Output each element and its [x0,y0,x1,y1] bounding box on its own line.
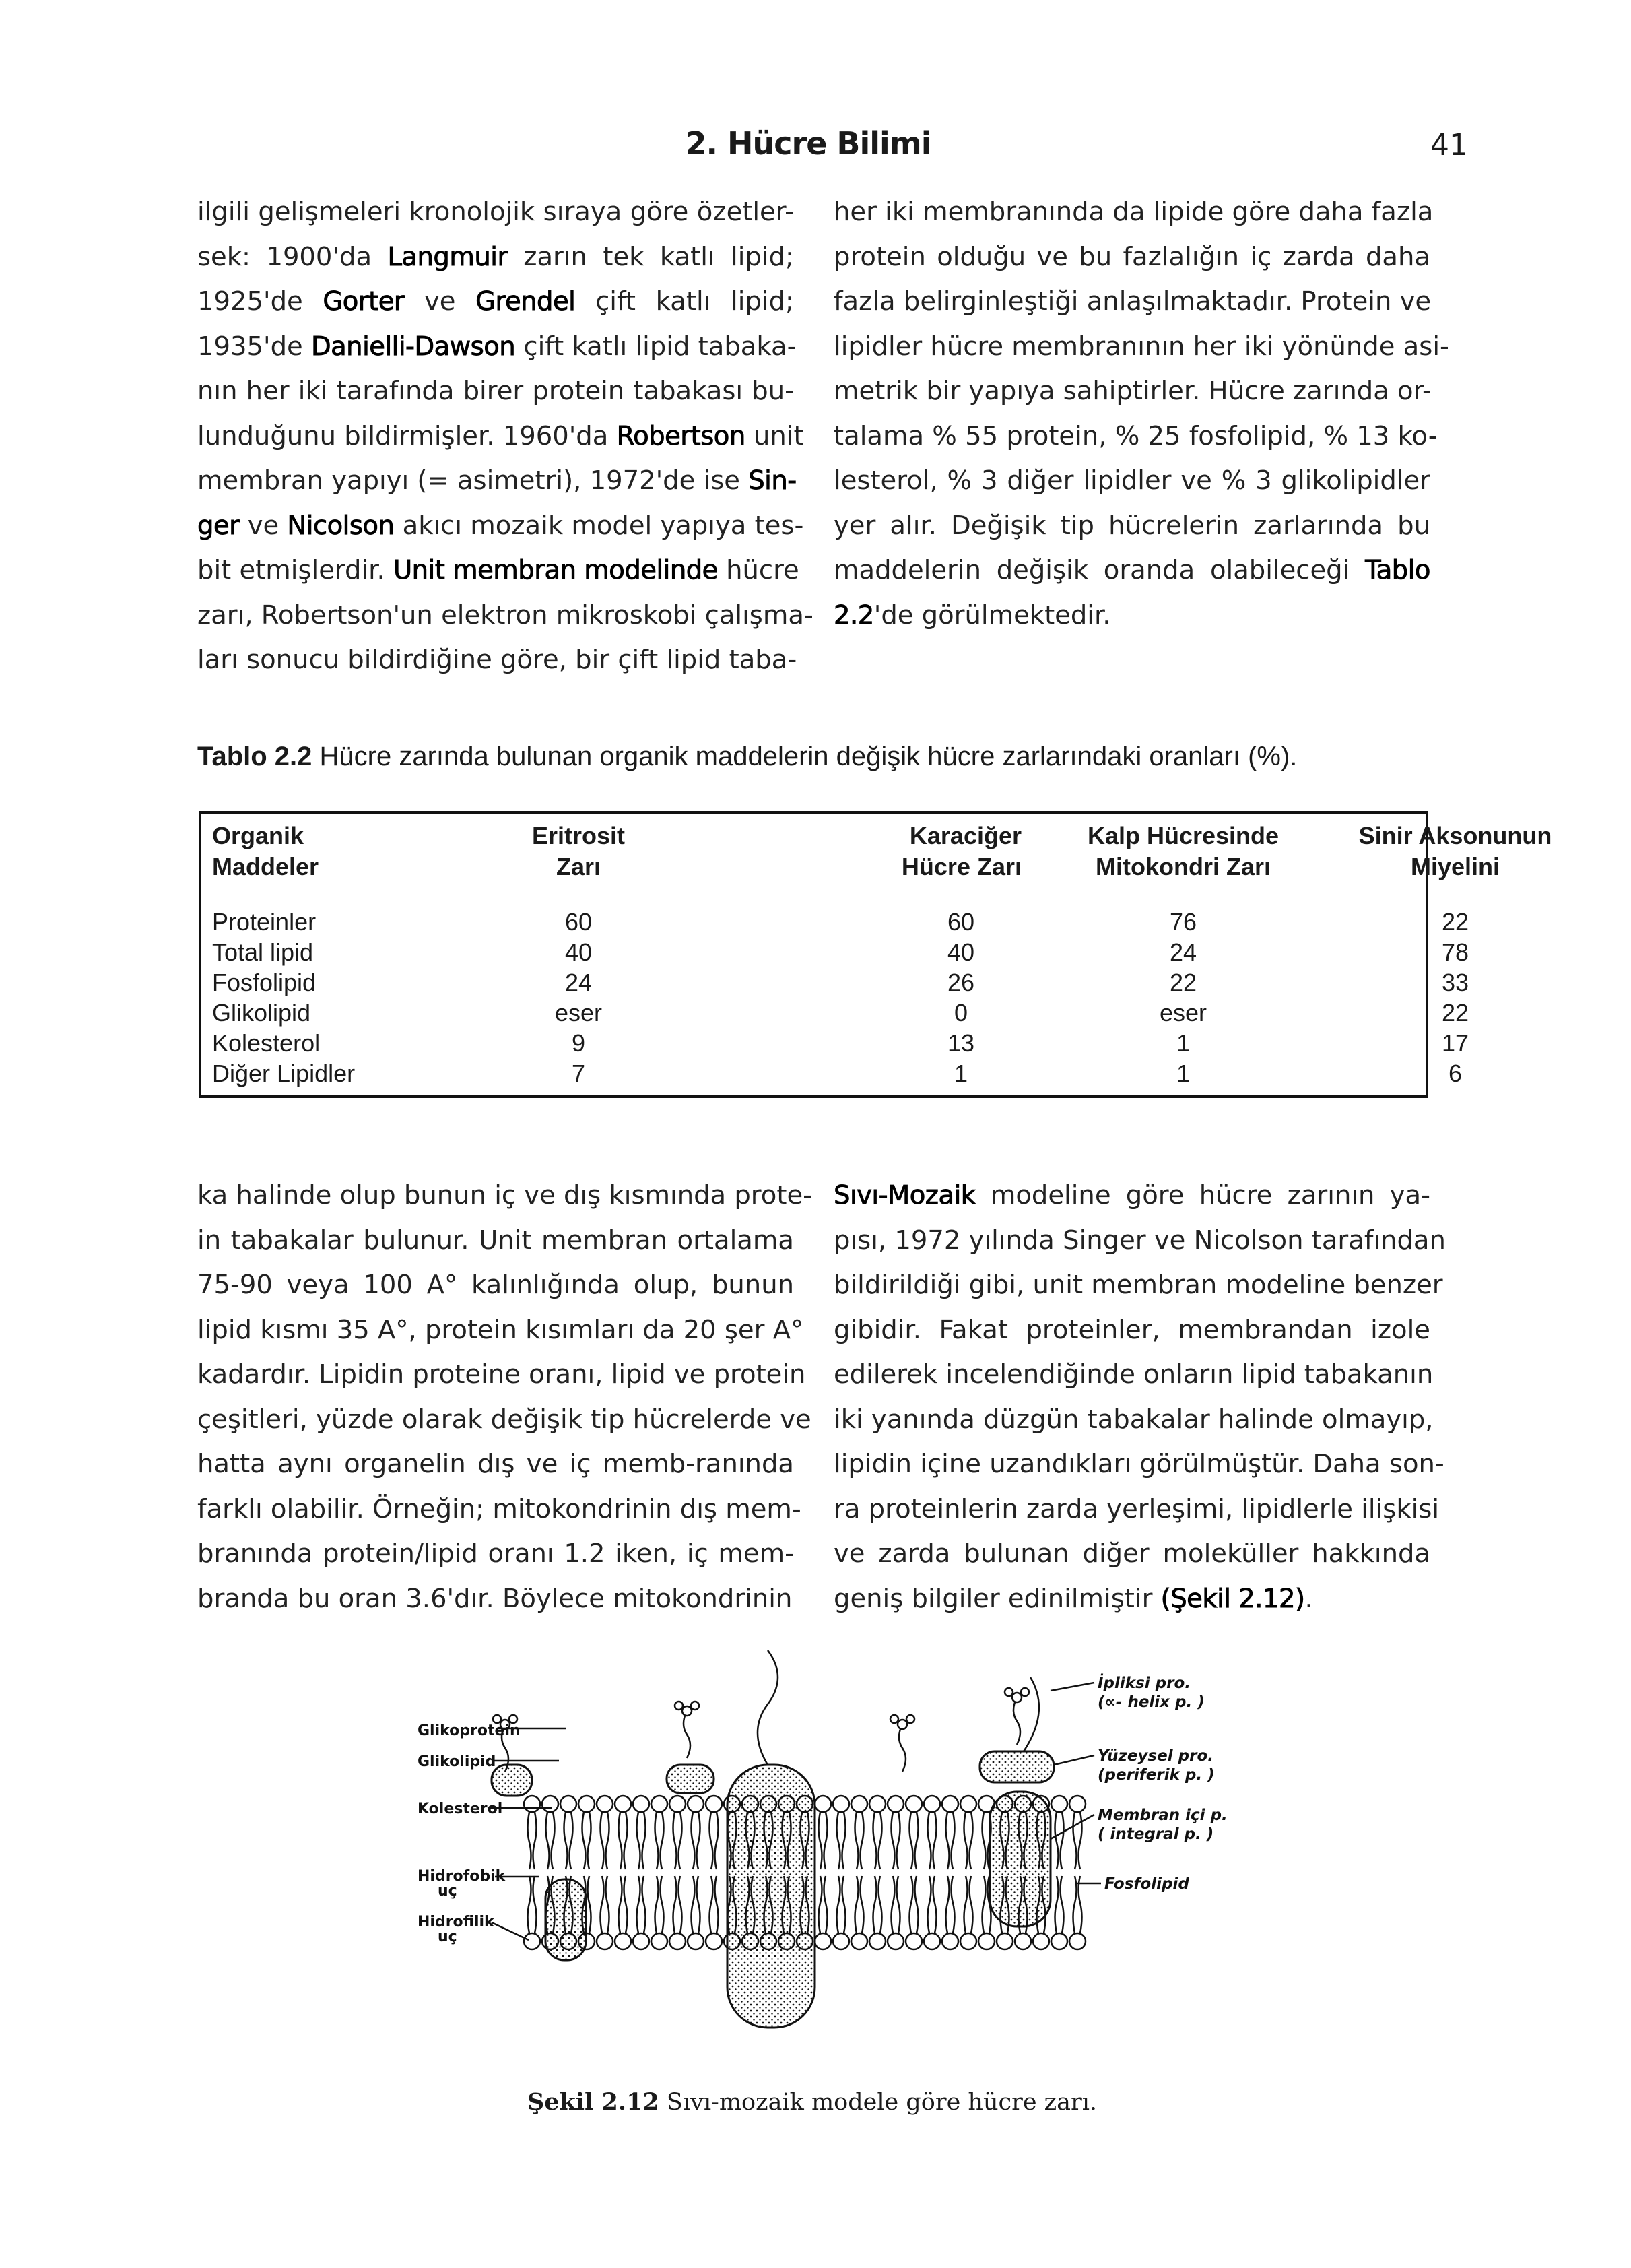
table-cell: Proteinler [212,908,317,936]
lipid-tail [946,1812,955,1869]
lipid-head [924,1933,940,1949]
text-run: 1925'de [197,286,323,317]
lipid-tail [855,1876,864,1933]
lipid-head [924,1796,940,1812]
lipid-head [833,1796,849,1812]
figure-label-helix: (∝- helix p. ) [1098,1693,1205,1711]
text-line [834,459,1430,504]
table-header-cell: Sinir Aksonunun Miyelini [1358,822,1552,880]
text-line [834,414,1438,459]
text-run: geniş bilgiler edinilmiştir [834,1583,1161,1614]
label-arrow [492,1922,529,1940]
bold-term: Tablo [1365,555,1430,585]
table-cell: 60 [947,908,975,936]
text-line [834,280,1430,325]
lipid-tail [837,1812,846,1869]
lipid-head [942,1796,958,1812]
lipid-tail [710,1812,719,1869]
text-line [197,1398,811,1443]
lipid-head [578,1796,595,1812]
figure-label-integral: ( integral p. ) [1098,1825,1214,1843]
lipid-head [851,1933,867,1949]
text-line [197,1532,794,1577]
text-run: ra proteinlerin zarda yerleşimi, lipidlerle ilişkisi [834,1493,1440,1524]
text-run: in tabakalar bulunur. Unit membran ortalama [197,1225,794,1256]
text-run: membran yapıyı (= asimetri), 1972'de ise [197,465,749,496]
figure-label-ipliksi-pro: İpliksi pro. [1098,1675,1191,1692]
lipid-tail [964,1876,973,1933]
figure-label-hidrofilik-uc: uç [438,1929,457,1945]
bold-term: Sıvı-Mozaik [834,1180,976,1210]
lipid-tail [964,1812,973,1869]
lipid-tail [855,1812,864,1869]
lipid-tail [819,1812,828,1869]
lipid-head [888,1933,904,1949]
integral-protein [545,1879,586,1960]
lipid-head [906,1796,922,1812]
text-line [197,638,797,683]
bold-term: Grendel [475,286,576,317]
glycoprotein-chain-sugar [682,1706,692,1716]
text-run: edilerek incelendiğinde onların lipid tabakanın [834,1359,1434,1390]
text-line [834,504,1430,549]
glycoprotein-chain-sugar [675,1702,683,1710]
table-cell: 40 [947,938,975,966]
table-header-row [201,820,1552,885]
table-cell: Kolesterol [212,1029,321,1057]
table-row [201,967,1469,998]
table-cell: 22 [1441,999,1469,1027]
lipid-head [524,1933,540,1949]
lipid-head [597,1796,613,1812]
figure-label-membran-ici: Membran içi p. [1098,1807,1228,1824]
lipid-head [597,1933,613,1949]
text-line [834,1173,1430,1219]
peripheral-protein [492,1765,532,1796]
lipid-tail [655,1876,664,1933]
lipid-head [542,1796,558,1812]
table-cell: 6 [1448,1060,1463,1087]
lipid-head [978,1933,995,1949]
lipid-tail [546,1812,555,1869]
table-row [201,1058,1463,1089]
lipid-head [560,1796,576,1812]
bold-term: Sin- [748,465,797,496]
text-run: sek: 1900'da [197,241,388,272]
lipid-head [833,1933,849,1949]
integral-protein [727,1765,815,2028]
table-cell: 26 [947,969,975,996]
lipid-tail [837,1876,846,1933]
text-line [197,280,794,325]
text-line [197,504,804,549]
table-caption-text: Hücre zarında bulunan organik maddelerin değişik hücre zarlarındaki oranları (%). [312,742,1298,771]
lipid-head [615,1933,631,1949]
text-line [834,235,1430,280]
table-cell: 1 [954,1060,968,1087]
lipid-head [669,1933,686,1949]
table-cell: Fosfolipid [212,969,317,996]
lipid-head [651,1933,667,1949]
text-line [834,1263,1443,1308]
label-arrow [1054,1755,1094,1765]
text-line [197,1487,801,1532]
lipid-head [815,1933,831,1949]
lipid-tail [819,1876,828,1933]
lipid-tail [619,1876,628,1933]
lipid-head [688,1796,704,1812]
peripheral-protein [980,1751,1054,1782]
lipid-head [869,1933,886,1949]
text-line [834,325,1449,370]
text-run: talama % 55 protein, % 25 fosfolipid, % 13 ko- [834,420,1438,451]
bold-term: Gorter [323,286,405,317]
lipid-head [1051,1796,1067,1812]
lipid-tail [1055,1812,1064,1869]
text-line [197,414,804,459]
lipid-head [851,1796,867,1812]
glycolipid-chain-sugar [898,1720,907,1729]
bold-term: Robertson [616,420,745,451]
text-line [197,369,794,414]
lipid-head [633,1796,649,1812]
text-run: branında protein/lipid oranı 1.2 iken, iç mem- [197,1538,794,1569]
table-cell: 22 [1169,969,1197,996]
lipid-head [633,1933,649,1949]
text-line [834,1487,1440,1532]
bold-term: 2.2 [834,600,874,630]
table-header-cell: Kalp Hücresinde Mitokondri Zarı [1087,822,1279,880]
lipid-head [960,1796,976,1812]
lipid-head [1069,1796,1086,1812]
table-cell: 33 [1441,969,1469,996]
text-run: ka halinde olup bunun iç ve dış kısmında prote- [197,1180,813,1210]
lipid-head [706,1933,722,1949]
lipid-head [997,1933,1013,1949]
lipid-tail [564,1812,573,1869]
bold-term: (Şekil 2.12) [1160,1583,1305,1614]
figure-caption [197,2088,1427,2116]
glycoprotein-chain [684,1711,690,1758]
text-run: branda bu oran 3.6'dır. Böylece mitokondrinin [197,1583,793,1614]
text-run: 75-90 veya 100 A° kalınlığında olup, bunun [197,1270,794,1300]
text-line [197,235,794,280]
text-line [834,1308,1430,1353]
text-run: ve [404,286,476,317]
text-line [834,1219,1446,1264]
table-cell: 1 [1176,1029,1191,1057]
figure-label-hidrofobik-uc: uç [438,1883,457,1900]
text-run: gibidir. Fakat proteinler, membrandan izole [834,1314,1430,1345]
figure-label-glikolipid: Glikolipid [418,1753,496,1770]
table-row [201,998,1469,1028]
text-run: fazla belirginleştiği anlaşılmaktadır. Protein ve [834,286,1432,317]
lipid-head [906,1933,922,1949]
text-run: farklı olabilir. Örneğin; mitokondrinin dış mem- [197,1493,801,1524]
text-run: bildirildiği gibi, unit membran modeline benzer [834,1270,1443,1300]
lipid-head [869,1796,886,1812]
text-line [197,190,794,235]
text-run: maddelerin değişik oranda olabileceği [834,555,1366,585]
lipid-tail [637,1876,646,1933]
integral-protein [990,1792,1051,1926]
table-cell: 60 [564,908,593,936]
text-run: ve zarda bulunan diğer moleküller hakkında [834,1538,1430,1569]
text-run: ilgili gelişmeleri kronolojik sıraya göre özetler- [197,197,794,227]
text-run: çeşitleri, yüzde olarak değişik tip hücrelerde ve [197,1404,811,1435]
lipid-head [651,1796,667,1812]
lipid-tail [873,1812,882,1869]
lipid-tail [1073,1876,1082,1933]
lipid-tail [692,1876,700,1933]
table-header-cell: Eritrosit Zarı [531,822,626,880]
text-run: çift katlı lipid tabaka- [515,331,797,362]
lipid-tail [928,1876,937,1933]
glycoprotein-chain-sugar [1012,1693,1022,1702]
table-row [201,937,1469,967]
table-cell: 0 [954,999,968,1027]
text-line [197,593,813,639]
figure-label-hidrofilik: Hidrofilik [418,1914,494,1931]
text-run: metrik bir yapıya sahiptirler. Hücre zarında or- [834,376,1432,406]
text-run: protein olduğu ve bu fazlalığın iç zarda daha [834,241,1430,272]
peripheral-protein [667,1765,714,1793]
lipid-head [815,1796,831,1812]
lipid-head [688,1933,704,1949]
table-row [201,907,1469,937]
bold-term: Nicolson [287,510,395,541]
table-cell: 40 [564,938,593,966]
lipid-head [1069,1933,1086,1949]
lipid-tail [1055,1876,1064,1933]
chapter-title: 2. Hücre Bilimi [685,125,931,162]
lipid-tail [692,1812,700,1869]
text-line [834,1532,1430,1577]
figure-label-periferik: (periferik p. ) [1098,1766,1215,1784]
lipid-head [706,1796,722,1812]
lipid-tail [910,1876,919,1933]
lipid-tail [892,1812,900,1869]
table-cell: 17 [1441,1029,1469,1057]
figure-label-kolesterol: Kolesterol [418,1801,503,1817]
text-run: lesterol, % 3 diğer lipidler ve % 3 glikolipidler [834,465,1430,496]
bold-term: Unit membran modelinde [393,555,718,585]
text-column-left-bottom [197,1173,813,1621]
text-line [197,1442,794,1487]
lipid-tail [892,1876,900,1933]
lipid-tail [946,1876,955,1933]
figure-caption-label: Şekil 2.12 [527,2088,659,2116]
lipid-tail [528,1876,537,1933]
bold-term: Danielli-Dawson [310,331,516,362]
lipid-head [524,1796,540,1812]
text-run: hücre [717,555,799,585]
text-run: iki yanında düzgün tabakalar halinde olmayıp, [834,1404,1434,1435]
text-run: . [1304,1583,1313,1614]
text-run: bit etmişlerdir. [197,555,393,585]
table-cell: Glikolipid [212,999,311,1027]
membrane-figure [404,1664,1273,2054]
lipid-tail [619,1812,628,1869]
glycolipid-chain [899,1724,906,1772]
text-run: modeline göre hücre zarının ya- [975,1180,1430,1210]
lipid-tail [928,1812,937,1869]
text-run: ları sonucu bildirdiğine göre, bir çift lipid taba- [197,645,797,675]
text-line [834,1353,1434,1398]
table-cell: 22 [1441,908,1469,936]
figure-label-hidrofobik: Hidrofobik [418,1868,506,1885]
glycoprotein-chain-sugar [1021,1688,1029,1696]
membrane-drawing [488,1650,1101,2028]
lipid-tail [910,1812,919,1869]
table-cell: eser [1159,999,1207,1027]
text-line [197,1308,804,1353]
table-row [201,1028,1469,1058]
text-run: ve [239,510,288,541]
table-cell: Diğer Lipidler [212,1060,356,1087]
lipid-tail [528,1812,537,1869]
lipid-head [960,1933,976,1949]
data-table [199,811,1552,1098]
lipid-tail [673,1876,682,1933]
lipid-tail [873,1876,882,1933]
text-run: 'de görülmektedir. [873,600,1111,630]
filament-protein [758,1650,778,1765]
glycoprotein-chain-sugar [1005,1688,1013,1696]
lipid-head [1015,1933,1031,1949]
lipid-head [669,1796,686,1812]
text-line [834,548,1430,593]
table-cell: 76 [1169,908,1197,936]
table-cell: 1 [1176,1060,1191,1087]
table-cell: 78 [1441,938,1469,966]
table-header-cell: Karaciğer Hücre Zarı [901,822,1022,880]
page-number: 41 [1430,128,1468,162]
table-cell: 24 [564,969,593,996]
table-caption-label: Tablo 2.2 [197,742,312,771]
glycolipid-chain-sugar [890,1715,898,1723]
bold-term: ger [197,510,240,541]
text-run: her iki membranında da lipide göre daha fazla [834,197,1434,227]
text-line [197,1219,794,1264]
text-line [197,325,797,370]
lipid-head [888,1796,904,1812]
table-cell: eser [554,999,603,1027]
lipid-head [1033,1933,1049,1949]
lipid-head [942,1933,958,1949]
text-run: pısı, 1972 yılında Singer ve Nicolson tarafından [834,1225,1446,1256]
text-run: 1935'de [197,331,311,362]
text-line [834,593,1430,639]
text-run: zarın tek katlı lipid; [507,241,794,272]
text-run: lunduğunu bildirmişler. 1960'da [197,420,617,451]
glycoprotein-chain [1013,1697,1020,1745]
glycoprotein-chain-sugar [691,1702,699,1710]
text-line [834,369,1430,414]
figure-label-glikoprotein: Glikoprotein [418,1722,521,1739]
text-line [834,1577,1430,1622]
lipid-tail [601,1876,609,1933]
table-header-cell: Organik Maddeler [212,822,319,880]
table-cell: 24 [1169,938,1197,966]
label-arrow [1051,1683,1094,1691]
figure-caption-text: Sıvı-mozaik modele göre hücre zarı. [659,2089,1098,2116]
text-run: akıcı mozaik model yapıya tes- [394,510,804,541]
lipid-head [615,1796,631,1812]
text-line [197,1173,813,1219]
text-column-right-bottom [834,1173,1446,1621]
text-line [197,1263,794,1308]
lipid-tail [710,1876,719,1933]
figure-label-yuzeysel-pro: Yüzeysel pro. [1098,1747,1214,1765]
text-column-left-top [197,190,813,683]
glycolipid-chain-sugar [906,1715,914,1723]
text-run: kadardır. Lipidin proteine oranı, lipid ve protein [197,1359,806,1390]
text-run: nın her iki tarafında birer protein tabakası bu- [197,376,794,406]
lipid-tail [1073,1812,1082,1869]
table-cell: Total lipid [212,938,314,966]
lipid-tail [655,1812,664,1869]
lipid-tail [601,1812,609,1869]
lipid-head [1051,1933,1067,1949]
table-cell: 7 [571,1060,586,1087]
label-arrow [1051,1815,1094,1839]
text-line [197,459,797,504]
lipid-tail [637,1812,646,1869]
text-run: zarı, Robertson'un elektron mikroskobi çalışma- [197,600,813,630]
bold-term: Langmuir [387,241,508,272]
text-run: hatta aynı organelin dış ve iç memb-ranında [197,1449,794,1479]
text-run: yer alır. Değişik tip hücrelerin zarlarında bu [834,510,1430,541]
text-run: lipidin içine uzandıkları görülmüştür. Daha son- [834,1449,1444,1479]
table-caption [197,742,1423,772]
text-run: çift katlı lipid; [575,286,794,317]
text-column-right-top [834,190,1449,638]
figure-label-fosfolipid: Fosfolipid [1104,1875,1189,1893]
text-run: lipidler hücre membranının her iki yönünde asi- [834,331,1449,362]
lipid-tail [582,1812,591,1869]
text-line [834,1398,1434,1443]
text-line [834,190,1434,235]
table-cell: 9 [571,1029,586,1057]
text-run: lipid kısmı 35 A°, protein kısımları da 20 şer A° [197,1314,804,1345]
text-line [197,1577,794,1622]
lipid-tail [673,1812,682,1869]
table-cell: 13 [947,1029,975,1057]
text-line [197,1353,806,1398]
text-line [197,548,799,593]
text-line [834,1442,1444,1487]
text-run: unit [745,420,804,451]
